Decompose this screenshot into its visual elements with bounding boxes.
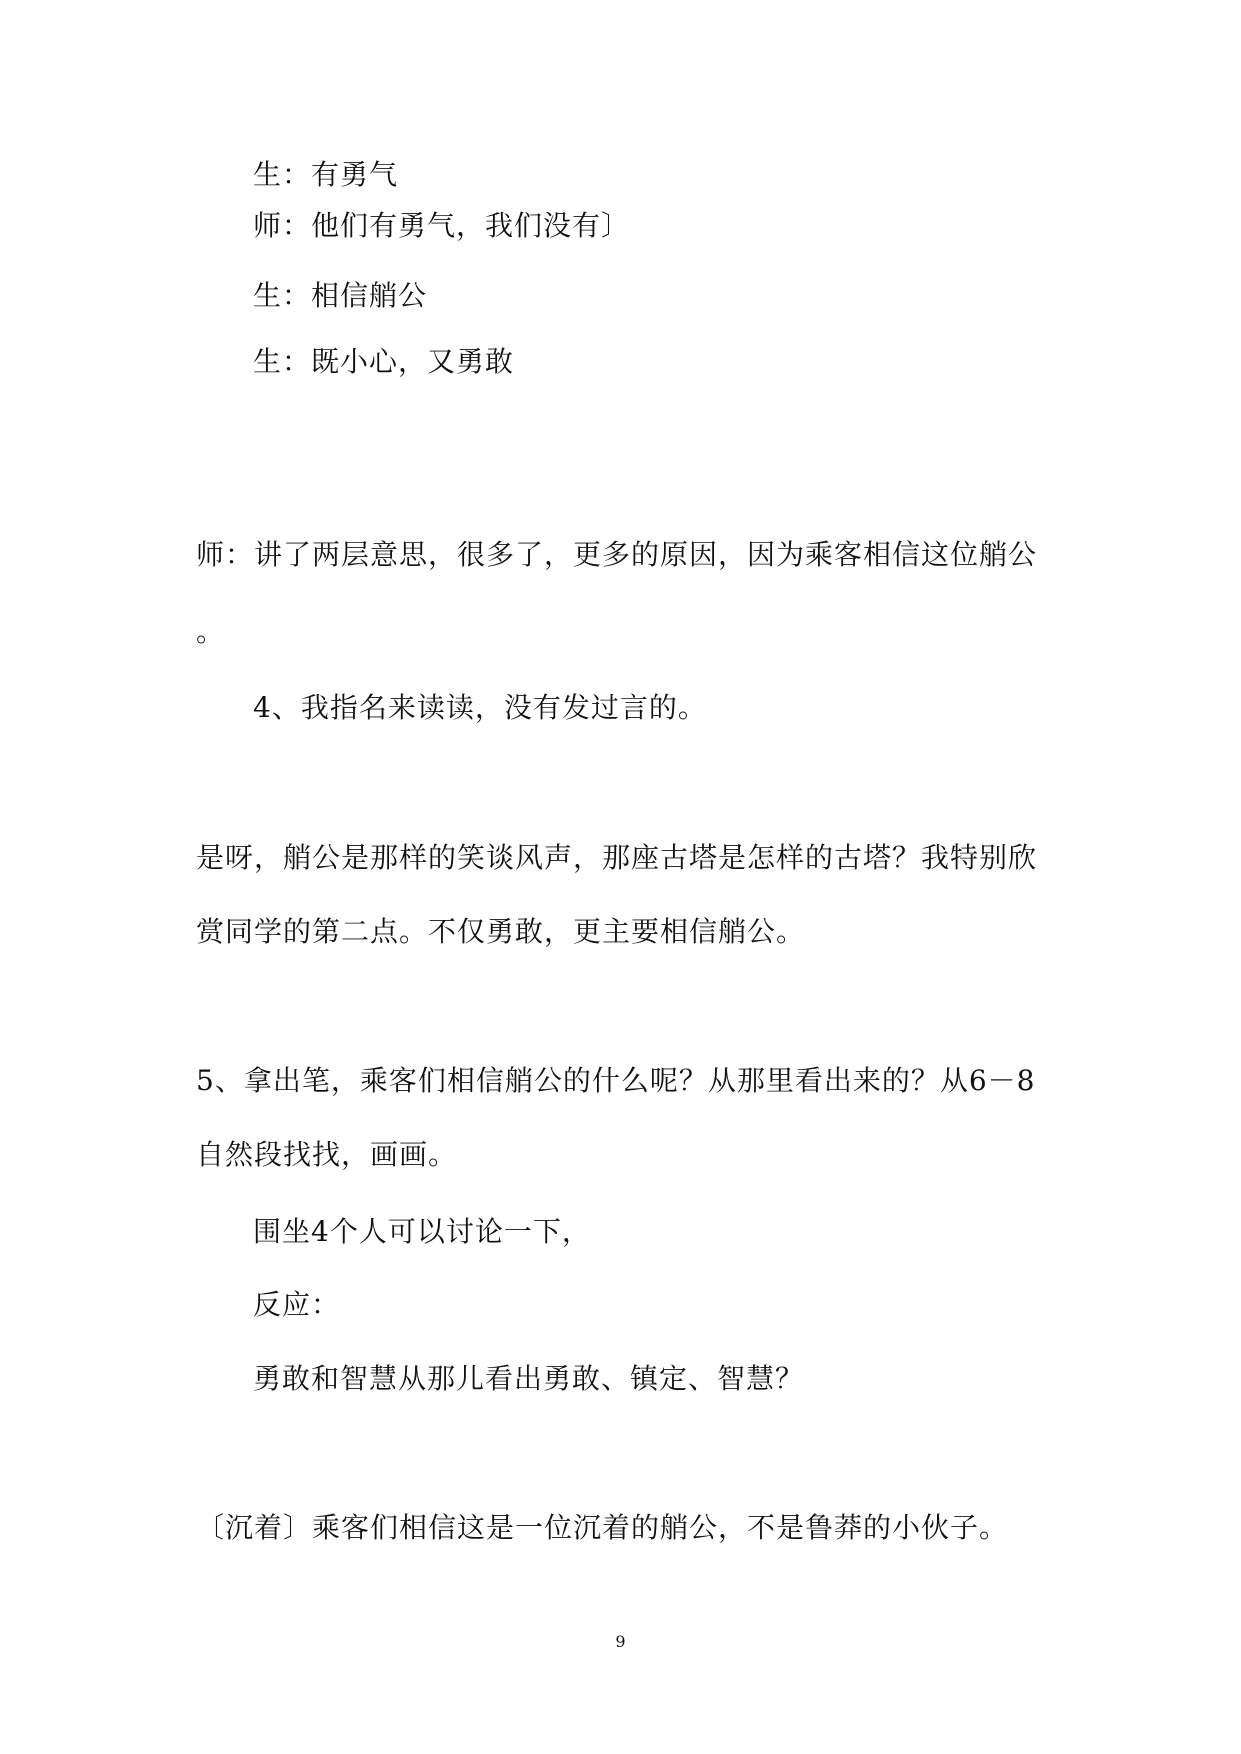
paragraph-line: 师：讲了两层意思，很多了，更多的原因，因为乘客相信这位艄公 (196, 538, 1038, 571)
paragraph-line: 4、我指名来读读，没有发过言的。 (253, 691, 707, 724)
paragraph-line: 5、拿出笔，乘客们相信艄公的什么呢？从那里看出来的？从6－8 (196, 1064, 1036, 1097)
paragraph-line: 赏同学的第二点。不仅勇敢，更主要相信艄公。 (196, 915, 806, 948)
paragraph-line: 反应： (253, 1288, 341, 1321)
paragraph-line: 勇敢和智慧从那儿看出勇敢、镇定、智慧？ (253, 1362, 805, 1395)
paragraph-line: 〔沉着〕乘客们相信这是一位沉着的艄公，不是鲁莽的小伙子。 (196, 1511, 1009, 1544)
dialogue-line: 生：有勇气 (253, 158, 399, 191)
page-number: 9 (615, 1632, 626, 1651)
paragraph-line: 围坐4个人可以讨论一下， (253, 1215, 591, 1248)
dialogue-line: 师：他们有勇气，我们没有〕 (253, 209, 631, 242)
dialogue-line: 生：既小心，又勇敢 (253, 345, 515, 378)
paragraph-line: 自然段找找，画画。 (196, 1138, 458, 1171)
paragraph-line: 。 (196, 615, 226, 648)
dialogue-line: 生：相信艄公 (253, 279, 428, 312)
paragraph-line: 是呀，艄公是那样的笑谈风声，那座古塔是怎样的古塔？我特别欣 (196, 841, 1038, 874)
